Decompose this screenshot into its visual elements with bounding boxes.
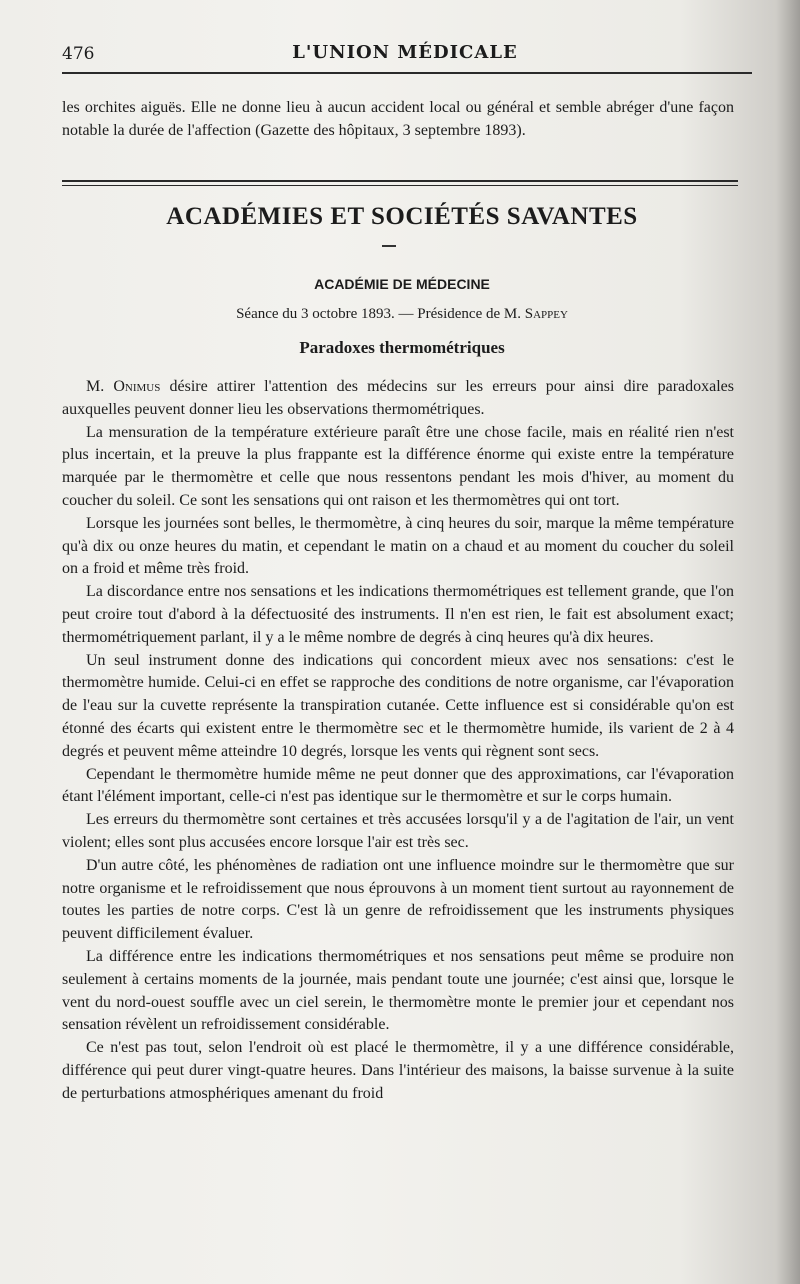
session-line <box>62 306 742 323</box>
article-body <box>62 376 734 1106</box>
intro-paragraph <box>62 96 734 142</box>
paragraph-7: Les erreurs du thermomètre sont certaines et très accusées lorsqu'il y a de l'agitation de l'air, un vent violent; elles sont plus accusées encore lorsque l'air est très sec. <box>62 811 734 851</box>
page-header <box>62 40 748 70</box>
intro-text: les orchites aiguës. Elle ne donne lieu à aucun accident local ou général et semble abréger d'une façon notable la durée de l'affection (Gazette des hôpitaux, 3 septembre 1893). <box>62 99 734 139</box>
section-title: ACADÉMIES ET SOCIÉTÉS SAVANTES <box>166 203 638 230</box>
header-rule <box>62 72 752 74</box>
paragraph-4: La discordance entre nos sensations et les indications thermométriques est tellement grande, que l'on peut croire tout d'abord à la défectuosité des instruments. Il n'en est rien, le fait est absolument exact; thermométriquement parlant, il y a le même nombre de degrés à cinq heures qu'à dix heures. <box>62 583 734 646</box>
president-name: Sappey <box>524 306 568 322</box>
paragraph-8: D'un autre côté, les phénomènes de radiation ont une influence moindre sur le thermomètre que sur notre organisme et le refroidissement que nous éprouvons à un moment tient surtout au rayonnement de toutes les parties de notre corps. C'est là un genre de refroidissement que les instruments physiques peuvent difficilement évaluer. <box>62 856 734 943</box>
paragraph-5: Un seul instrument donne des indications qui concordent mieux avec nos sensations: c'est le thermomètre humide. Celui-ci en effet se rapproche des conditions de notre organisme, car l'évaporation de l'eau sur la cuvette représente la transpiration cutanée. Cette influence est si considérable qu'on est étonné des écarts qui existent entre le thermomètre sec et le thermomètre humide, ils varient de 2 à 4 degrés et peuvent même atteindre 10 degrés, lorsque les vents qui règnent sont secs. <box>62 651 734 760</box>
session-text: Séance du 3 octobre 1893. — Présidence de M. <box>236 306 525 322</box>
paragraph-1 <box>62 376 734 422</box>
page-number: 476 <box>62 44 95 64</box>
title-divider <box>382 245 396 247</box>
paragraph-1-text: désire attirer l'attention des médecins sur les erreurs pour ainsi dire paradoxales auxquelles peuvent donner lieu les observations thermométriques. <box>62 378 735 418</box>
paragraph-10: Ce n'est pas tout, selon l'endroit où est placé le thermomètre, il y a une différence considérable, différence qui peut durer vingt-quatre heures. Dans l'intérieur des maisons, la baisse survenue à la suite de perturbations atmosphériques amenant du froid <box>62 1039 734 1102</box>
paragraph-3: Lorsque les journées sont belles, le thermomètre, à cinq heures du soir, marque la même température qu'à dix ou onze heures du matin, et cependant le matin on a chaud et au moment du coucher du soleil on a froid et même très froid. <box>62 514 734 578</box>
author-name: M. Onimus <box>86 378 161 395</box>
section-rule-bottom <box>62 185 738 186</box>
paragraph-9: La différence entre les indications thermométriques et nos sensations peut même se produire non seulement à certains moments de la journée, mais pendant toute une journée; c'est ainsi que, lorsque le vent du nord-ouest souffle avec un ciel serein, le thermomètre monte le premier jour et cependant nos sensation révèlent un refroidissement considérable. <box>62 947 734 1034</box>
paragraph-2: La mensuration de la température extérieure paraît être une chose facile, mais en réalité rien n'est plus incertain, et la preuve la plus frappante est la différence énorme qui existe entre la température marquée par le thermomètre et celle que nous ressentons pendant les mois d'hiver, au moment du coucher du soleil. Ce sont les sensations qui ont raison et les thermomètres qui ont tort. <box>62 423 734 509</box>
paragraph-6: Cependant le thermomètre humide même ne peut donner que des approximations, car l'évaporation étant l'élément important, celle-ci n'est pas identique sur le thermomètre et sur le corps humain. <box>62 765 734 806</box>
section-rule-top <box>62 180 738 182</box>
journal-title: L'UNION MÉDICALE <box>292 42 518 63</box>
academy-subtitle: ACADÉMIE DE MÉDECINE <box>314 276 490 292</box>
article-title: Paradoxes thermométriques <box>299 338 505 357</box>
